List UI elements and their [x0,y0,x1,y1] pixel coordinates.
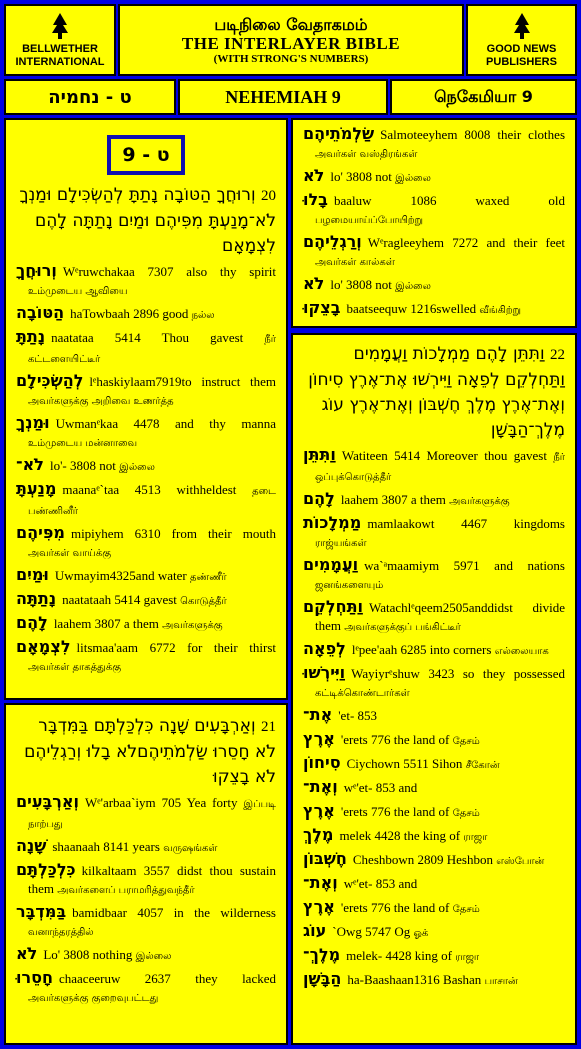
transliteration: lo'- 3808 not [49,458,116,473]
word-entry [303,706,565,727]
word-entry [16,414,276,453]
hebrew-word: שָׁנָה [16,836,47,855]
tamil-gloss: அவர்களுக்கு [162,620,223,631]
transliteration: naatataah 5414 gavest [62,592,177,607]
word-entry [303,946,565,967]
transliteration: maanaᵉ`taa 4513 withheldest [62,482,237,497]
word-entry [303,299,565,320]
transliteration: baatseequw 1216swelled [346,301,477,316]
tamil-gloss: உம்முடைய ஆவியை [28,286,128,297]
transliteration: Uwmanᵉkaa 4478 and thy manna [55,416,276,431]
transliteration: melek 4428 the king of [339,828,461,843]
book-hebrew-label: ט - נחמיה [48,86,132,108]
transliteration: laahem 3807 a them [53,616,159,631]
tamil-gloss: அவர்களுக்கு [449,496,510,507]
word-entry [16,262,276,301]
verse-text [16,183,276,259]
tamil-gloss: கட்டிக்கொண்டார்கள் [315,688,410,699]
logo-line-1: GOOD NEWS [486,43,557,55]
tamil-gloss: வருஷங்கள் [163,843,218,854]
book-tamil [390,79,577,115]
verse-hebrew: וְאַרְבָּעִים שָׁנָה כִּלְכַּלְתָּם בַּמִּדְבָּר לֹא חָסֵרוּ שַׂלְמֹתֵיהֶםלֹא בָלוּ וְרַגְלֵיהֶם לֹא בָצֵקוּ [24,716,276,787]
word-entry [303,730,565,751]
hebrew-word: הַטּוֹבָה [16,303,65,322]
word-entry [16,480,276,521]
panel-verse-21-cont [291,118,577,328]
transliteration: 'erets 776 the land of [340,732,450,747]
hebrew-word: וְרַגְלֵיהֶם [303,232,362,251]
hebrew-word: נָתַתָּה [16,589,57,608]
word-entry [16,304,276,325]
transliteration: lo' 3808 not [330,169,392,184]
tamil-gloss: பழமையாய்ப்போயிற்று [315,215,424,226]
hebrew-word: הַבָּשָׁן [303,969,342,988]
word-entry [303,664,565,703]
transliteration: Uwmayim4325and water [54,568,187,583]
tamil-gloss: எல்லையாக [494,646,549,657]
hebrew-word: וַיִּירְשׁוּ [303,663,346,682]
book-hebrew [4,79,176,115]
hebrew-word: אֶת־ [303,705,333,724]
chapter-label: ט - 9 [122,144,170,166]
hebrew-word: נָתַתָּ [16,327,46,346]
tamil-gloss: கொடுத்தீர் [180,596,227,607]
book-english-label: NEHEMIAH 9 [225,86,341,107]
tamil-gloss: எஸ்போன் [496,856,545,867]
hebrew-word: אֶרֶץ [303,801,335,820]
tamil-gloss: அவர்கள் தாகத்துக்கு [28,662,122,673]
word-entry [303,826,565,847]
hebrew-word: סִיחוֹן [303,753,341,772]
transliteration: chaaceeruw 2637 they lacked [59,971,276,986]
tamil-gloss: இப்படி நாற்பது [28,799,276,830]
transliteration: 'et- 853 [338,708,378,723]
hebrew-word: כִּלְכַּלְתָּם [16,860,76,879]
goodnews-tree-icon [511,11,533,41]
tamil-gloss: வனாந்தரத்தில் [28,927,94,938]
tamil-gloss: ஜனங்களையும் [315,580,384,591]
hebrew-word: וַעֲמָמִים [303,555,359,574]
hebrew-word: חָסֵרוּ [16,968,53,987]
hebrew-word: לֹא־ [16,455,44,474]
tamil-gloss: அவர்கள் கால்கள் [315,257,395,268]
transliteration: Watachlᵉqeem2505anddidst divide them [315,600,565,633]
hebrew-word: לְפֵאָה [303,639,346,658]
word-entry [16,969,276,1008]
bellwether-tree-icon [49,11,71,41]
word-entry [303,640,565,661]
hebrew-word: וַתַּחְלְקֵם [303,597,364,616]
word-entry [303,598,565,637]
tamil-gloss: வீங்கிற்று [479,305,522,316]
word-entry [303,167,565,188]
hebrew-word: לָהֶם [303,489,335,508]
word-entry [16,837,276,858]
tamil-gloss: உம்முடைய மன்னாவை [28,438,138,449]
word-list [16,262,276,677]
hebrew-word: לֹא [303,274,325,293]
transliteration: wᵉ'et- 853 and [343,780,418,795]
tamil-gloss: அவர்களுக்கு குறைவுபட்டது [28,993,159,1004]
word-entry [303,191,565,230]
verse-number: 20 [261,188,276,204]
tamil-gloss: இல்லை [395,173,431,184]
page-title: THE INTERLAYER BIBLE [181,33,401,53]
tamil-gloss: தேசம் [452,808,480,819]
transliteration: naatataa 5414 Thou gavest [51,330,244,345]
hebrew-word: בָצֵקוּ [303,298,341,317]
transliteration: Watiteen 5414 Moreover thou gavest [341,448,547,463]
word-entry [303,874,565,895]
tamil-gloss: அவர்களுக்கு அறிவை உணர்த்த [28,396,174,407]
word-entry [303,125,565,164]
tamil-gloss: இல்லை [135,951,172,962]
word-entry [16,328,276,369]
verse-hebrew: וְרוּחֲךָ הַטּוֹבָה נָתַתָּ לְהַשְׂכִּילָם וּמַנְךָ לֹא־מָנַעְתָּ מִפִּיהֶם וּמַיִם נָתַתָּה לָהֶם לִצְמָאָם [19,185,276,256]
word-entry [303,446,565,487]
title-tamil: படிநிலை வேதாகமம் [214,14,368,34]
hebrew-word: וְרוּחֲךָ [16,261,57,280]
word-entry [16,861,276,900]
tamil-gloss: சீகோன் [465,760,500,771]
transliteration: baaluw 1086 waxed old [333,193,565,208]
transliteration: mipiyhem 6310 from their mouth [70,526,276,541]
tamil-gloss: இல்லை [119,462,155,473]
hebrew-word: שַׂלְמֹתֵיהֶם [303,124,375,143]
hebrew-word: עוֹג [303,921,327,940]
word-entry [16,793,276,834]
transliteration: litsmaa'aam 6772 for their thirst [76,640,276,655]
transliteration: Ciychown 5511 Sihon [346,756,463,771]
verse-text [16,714,276,790]
word-entry [16,372,276,411]
word-list [303,125,565,320]
transliteration: bamidbaar 4057 in the wilderness [72,905,276,920]
word-entry [303,556,565,595]
tamil-gloss: தடை பண்ணினீர் [28,486,277,517]
tamil-gloss: ராஜா [463,832,488,843]
verse-number: 22 [550,347,565,363]
transliteration: wᵉ'et- 853 and [343,876,418,891]
hebrew-word: מֶלֶךְ [303,825,334,844]
hebrew-word: לְהַשְׂכִּילָם [16,371,84,390]
transliteration: 'erets 776 the land of [340,804,450,819]
word-list [303,446,565,991]
hebrew-word: לֹא [16,944,38,963]
word-entry [303,922,565,943]
hebrew-word: חֶשְׁבּוֹן [303,849,347,868]
hebrew-word: מָנַעְתָּ [16,479,57,498]
transliteration: Salmoteeyhem 8008 their clothes [380,127,565,142]
word-entry [16,590,276,611]
tamil-gloss: அவர்களுக்குப் பங்கிட்டீர் [344,622,461,633]
transliteration: laahem 3807 a them [340,492,446,507]
verse-number: 21 [261,719,276,735]
book-tamil-label: நெகேமியா 9 [434,86,533,106]
word-entry [303,490,565,511]
verse-hebrew: וַתִּתֵּן לָהֶם מַמְלָכוֹת וַעֲמָמִים וַתַּחְלְקֵם לְפֵאָה וַיִּירְשׁוּ אֶת־אֶרֶץ סִיחוֹן וְאֶת־אֶרֶץ מֶלֶךְ חֶשְׁבּוֹן וְאֶת־אֶרֶץ עוֹג מֶלֶךְ־הַבָּשָׁן [308,344,565,440]
word-entry [303,850,565,871]
transliteration: shaanaah 8141 years [52,839,160,854]
tamil-gloss: ராஜ்யங்கள் [315,538,367,549]
transliteration: Wᵉ'arbaa`iym 705 Yea forty [85,795,238,810]
panel-verse-20 [4,118,288,700]
tamil-gloss: தேசம் [452,904,480,915]
tamil-gloss: தேசம் [452,736,480,747]
transliteration: Lo' 3808 nothing [43,947,133,962]
tamil-gloss: பாசான் [484,976,518,987]
goodnews-logo [466,4,577,76]
tamil-gloss: நல்ல [191,310,215,321]
tamil-gloss: ராஜா [455,952,480,963]
word-entry [16,566,276,587]
word-entry [16,456,276,477]
transliteration: kilkaltaam 3557 didst thou sustain them [28,863,276,896]
word-entry [303,778,565,799]
transliteration: 'erets 776 the land of [340,900,450,915]
word-entry [303,802,565,823]
transliteration: melek- 4428 king of [346,948,452,963]
hebrew-word: וּמַיִם [16,565,49,584]
hebrew-word: בָלוּ [303,190,328,209]
tamil-gloss: அவர்கள் வஸ்திரங்கள் [315,149,418,160]
transliteration: lᵉpee'aah 6285 into corners [351,642,492,657]
hebrew-word: מֶלֶךְ־ [303,945,341,964]
transliteration: lo' 3808 not [330,277,392,292]
hebrew-word: וְאַרְבָּעִים [16,792,80,811]
transliteration: Wᵉragleeyhem 7272 and their feet [367,235,565,250]
chapter-box [107,135,185,175]
word-entry [303,233,565,272]
tamil-gloss: தண்ணீர் [189,572,227,583]
transliteration: Wᵉruwchakaa 7307 also thy spirit [62,264,276,279]
transliteration: Wayiyrᵉshuw 3423 so they possessed [351,666,565,681]
transliteration: `Owg 5747 Og [332,924,411,939]
word-entry [303,898,565,919]
verse-text [303,342,565,443]
hebrew-word: אֶרֶץ [303,897,335,916]
transliteration: ha-Baashaan1316 Bashan [347,972,482,987]
hebrew-word: לֹא [303,166,325,185]
tamil-gloss: ஓக் [413,928,429,939]
hebrew-word: לָהֶם [16,613,48,632]
transliteration: mamlaakowt 4467 kingdoms [367,516,565,531]
tamil-gloss: இல்லை [395,281,431,292]
bellwether-logo [4,4,116,76]
hebrew-word: אֶרֶץ [303,729,335,748]
hebrew-word: וּמַנְךָ [16,413,50,432]
transliteration: haTowbaah 2896 good [70,306,189,321]
hebrew-word: בַּמִּדְבָּר [16,902,67,921]
hebrew-word: לִצְמָאָם [16,637,71,656]
word-entry [16,614,276,635]
word-entry [16,903,276,942]
tamil-gloss: அவர்களைப் பராமரித்துவந்தீர் [57,885,195,896]
logo-line-2: PUBLISHERS [486,56,557,68]
logo-line-1: BELLWETHER [22,43,98,55]
transliteration: wa`ᵃmaamiym 5971 and nations [364,558,565,573]
word-entry [303,275,565,296]
tamil-gloss: நீர் ஒப்புக்கொடுத்தீர் [315,452,565,483]
word-entry [303,514,565,553]
word-list [16,793,276,1008]
word-entry [16,638,276,677]
word-entry [16,524,276,563]
book-english [178,79,388,115]
hebrew-word: וְאֶת־ [303,873,338,892]
tamil-gloss: நீர் கட்டளையிட்டீர் [28,334,276,365]
page-subtitle: (WITH STRONG'S NUMBERS) [213,52,369,65]
hebrew-word: מַמְלָכוֹת [303,513,362,532]
tamil-gloss: அவர்கள் வாய்க்கு [28,548,112,559]
hebrew-word: וַתִּתֵּן [303,445,336,464]
hebrew-word: מִפִּיהֶם [16,523,65,542]
transliteration: Cheshbown 2809 Heshbon [352,852,493,867]
panel-verse-22 [291,333,577,1045]
word-entry [303,754,565,775]
word-entry [303,970,565,991]
transliteration: lᵉhaskiylaam7919to instruct them [89,374,276,389]
panel-verse-21 [4,703,288,1045]
word-entry [16,945,276,966]
header-title-box [118,4,464,76]
hebrew-word: וְאֶת־ [303,777,338,796]
logo-line-2: INTERNATIONAL [15,56,105,68]
